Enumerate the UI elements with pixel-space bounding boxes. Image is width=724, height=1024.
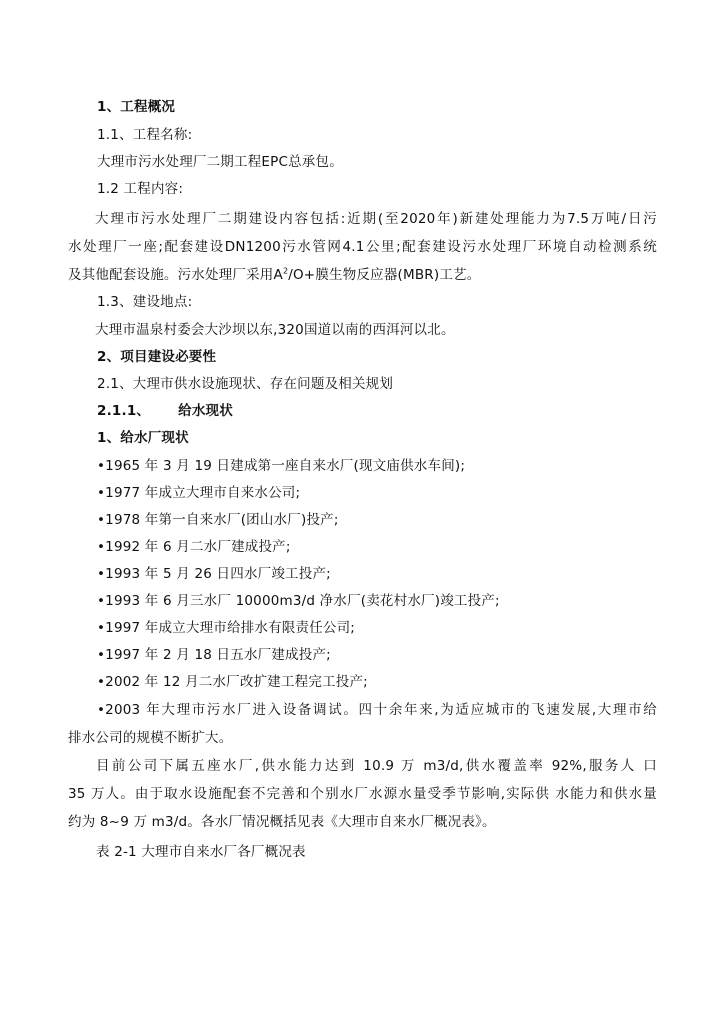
subsection-1-2-heading: 1.2 工程内容:: [97, 181, 184, 197]
content-paragraph-line-2: 水处理厂一座;配套建设DN1200污水管网4.1公里;配套建设污水处理厂环境自动检测系统: [68, 239, 657, 255]
location-text: 大理市温泉村委会大沙坝以东,320国道以南的西洱河以北。: [95, 322, 455, 338]
content-paragraph-line-3: 及其他配套设施。污水处理厂采用$A^2/O+$膜生物反应器(MBR)工艺。: [68, 266, 481, 283]
summary-paragraph-line-1: 目前公司下属五座水厂,供水能力达到 10.9 万 m3/d,供水覆盖率 92%,服务人 口: [96, 758, 657, 774]
history-bullet-item: •1977 年成立大理市自来水公司;: [97, 485, 301, 501]
section-2-heading: 2、项目建设必要性: [97, 349, 217, 365]
summary-paragraph-line-3: 约为 8~9 万 m3/d。各水厂情况概括见表《大理市自来水厂概况表》。: [68, 814, 496, 830]
history-bullet-item: •1997 年成立大理市给排水有限责任公司;: [97, 620, 356, 636]
subsection-2-1-1-heading: 2.1.1、 给水现状: [97, 403, 233, 419]
water-plant-status-heading: 1、给水厂现状: [97, 430, 189, 446]
subsection-2-1-heading: 2.1、大理市供水设施现状、存在问题及相关规划: [97, 376, 394, 392]
section-1-heading: 1、工程概况: [97, 99, 176, 115]
history-bullet-item: •1997 年 2 月 18 日五水厂建成投产;: [97, 647, 331, 663]
content-paragraph-line-1: 大理市污水处理厂二期建设内容包括:近期(至2020年)新建处理能力为7.5万吨/日污: [95, 211, 657, 227]
subsection-1-1-heading: 1.1、工程名称:: [97, 127, 193, 143]
history-bullet-item: •2003 年大理市污水厂进入设备调试。四十余年来,为适应城市的飞速发展,大理市给: [97, 702, 657, 718]
history-bullet-item: •1992 年 6 月二水厂建成投产;: [97, 539, 291, 555]
history-bullet-item: •2002 年 12 月二水厂改扩建工程完工投产;: [97, 674, 368, 690]
history-bullet-item: •1993 年 6 月三水厂 10000m3/d 净水厂(卖花村水厂)竣工投产;: [97, 593, 500, 609]
history-bullet-item: •1993 年 5 月 26 日四水厂竣工投产;: [97, 566, 331, 582]
bullet-2003-continuation: 排水公司的规模不断扩大。: [68, 730, 233, 746]
subsection-1-3-heading: 1.3、建设地点:: [97, 294, 193, 310]
table-caption: 表 2-1 大理市自来水厂各厂概况表: [96, 844, 306, 860]
history-bullet-item: •1965 年 3 月 19 日建成第一座自来水厂(现文庙供水车间);: [97, 458, 466, 474]
project-name-text: 大理市污水处理厂二期工程EPC总承包。: [97, 154, 343, 170]
summary-paragraph-line-2: 35 万人。由于取水设施配套不完善和个别水厂水源水量受季节影响,实际供 水能力和供水量: [68, 786, 657, 802]
history-bullet-item: •1978 年第一自来水厂(团山水厂)投产;: [97, 512, 339, 528]
